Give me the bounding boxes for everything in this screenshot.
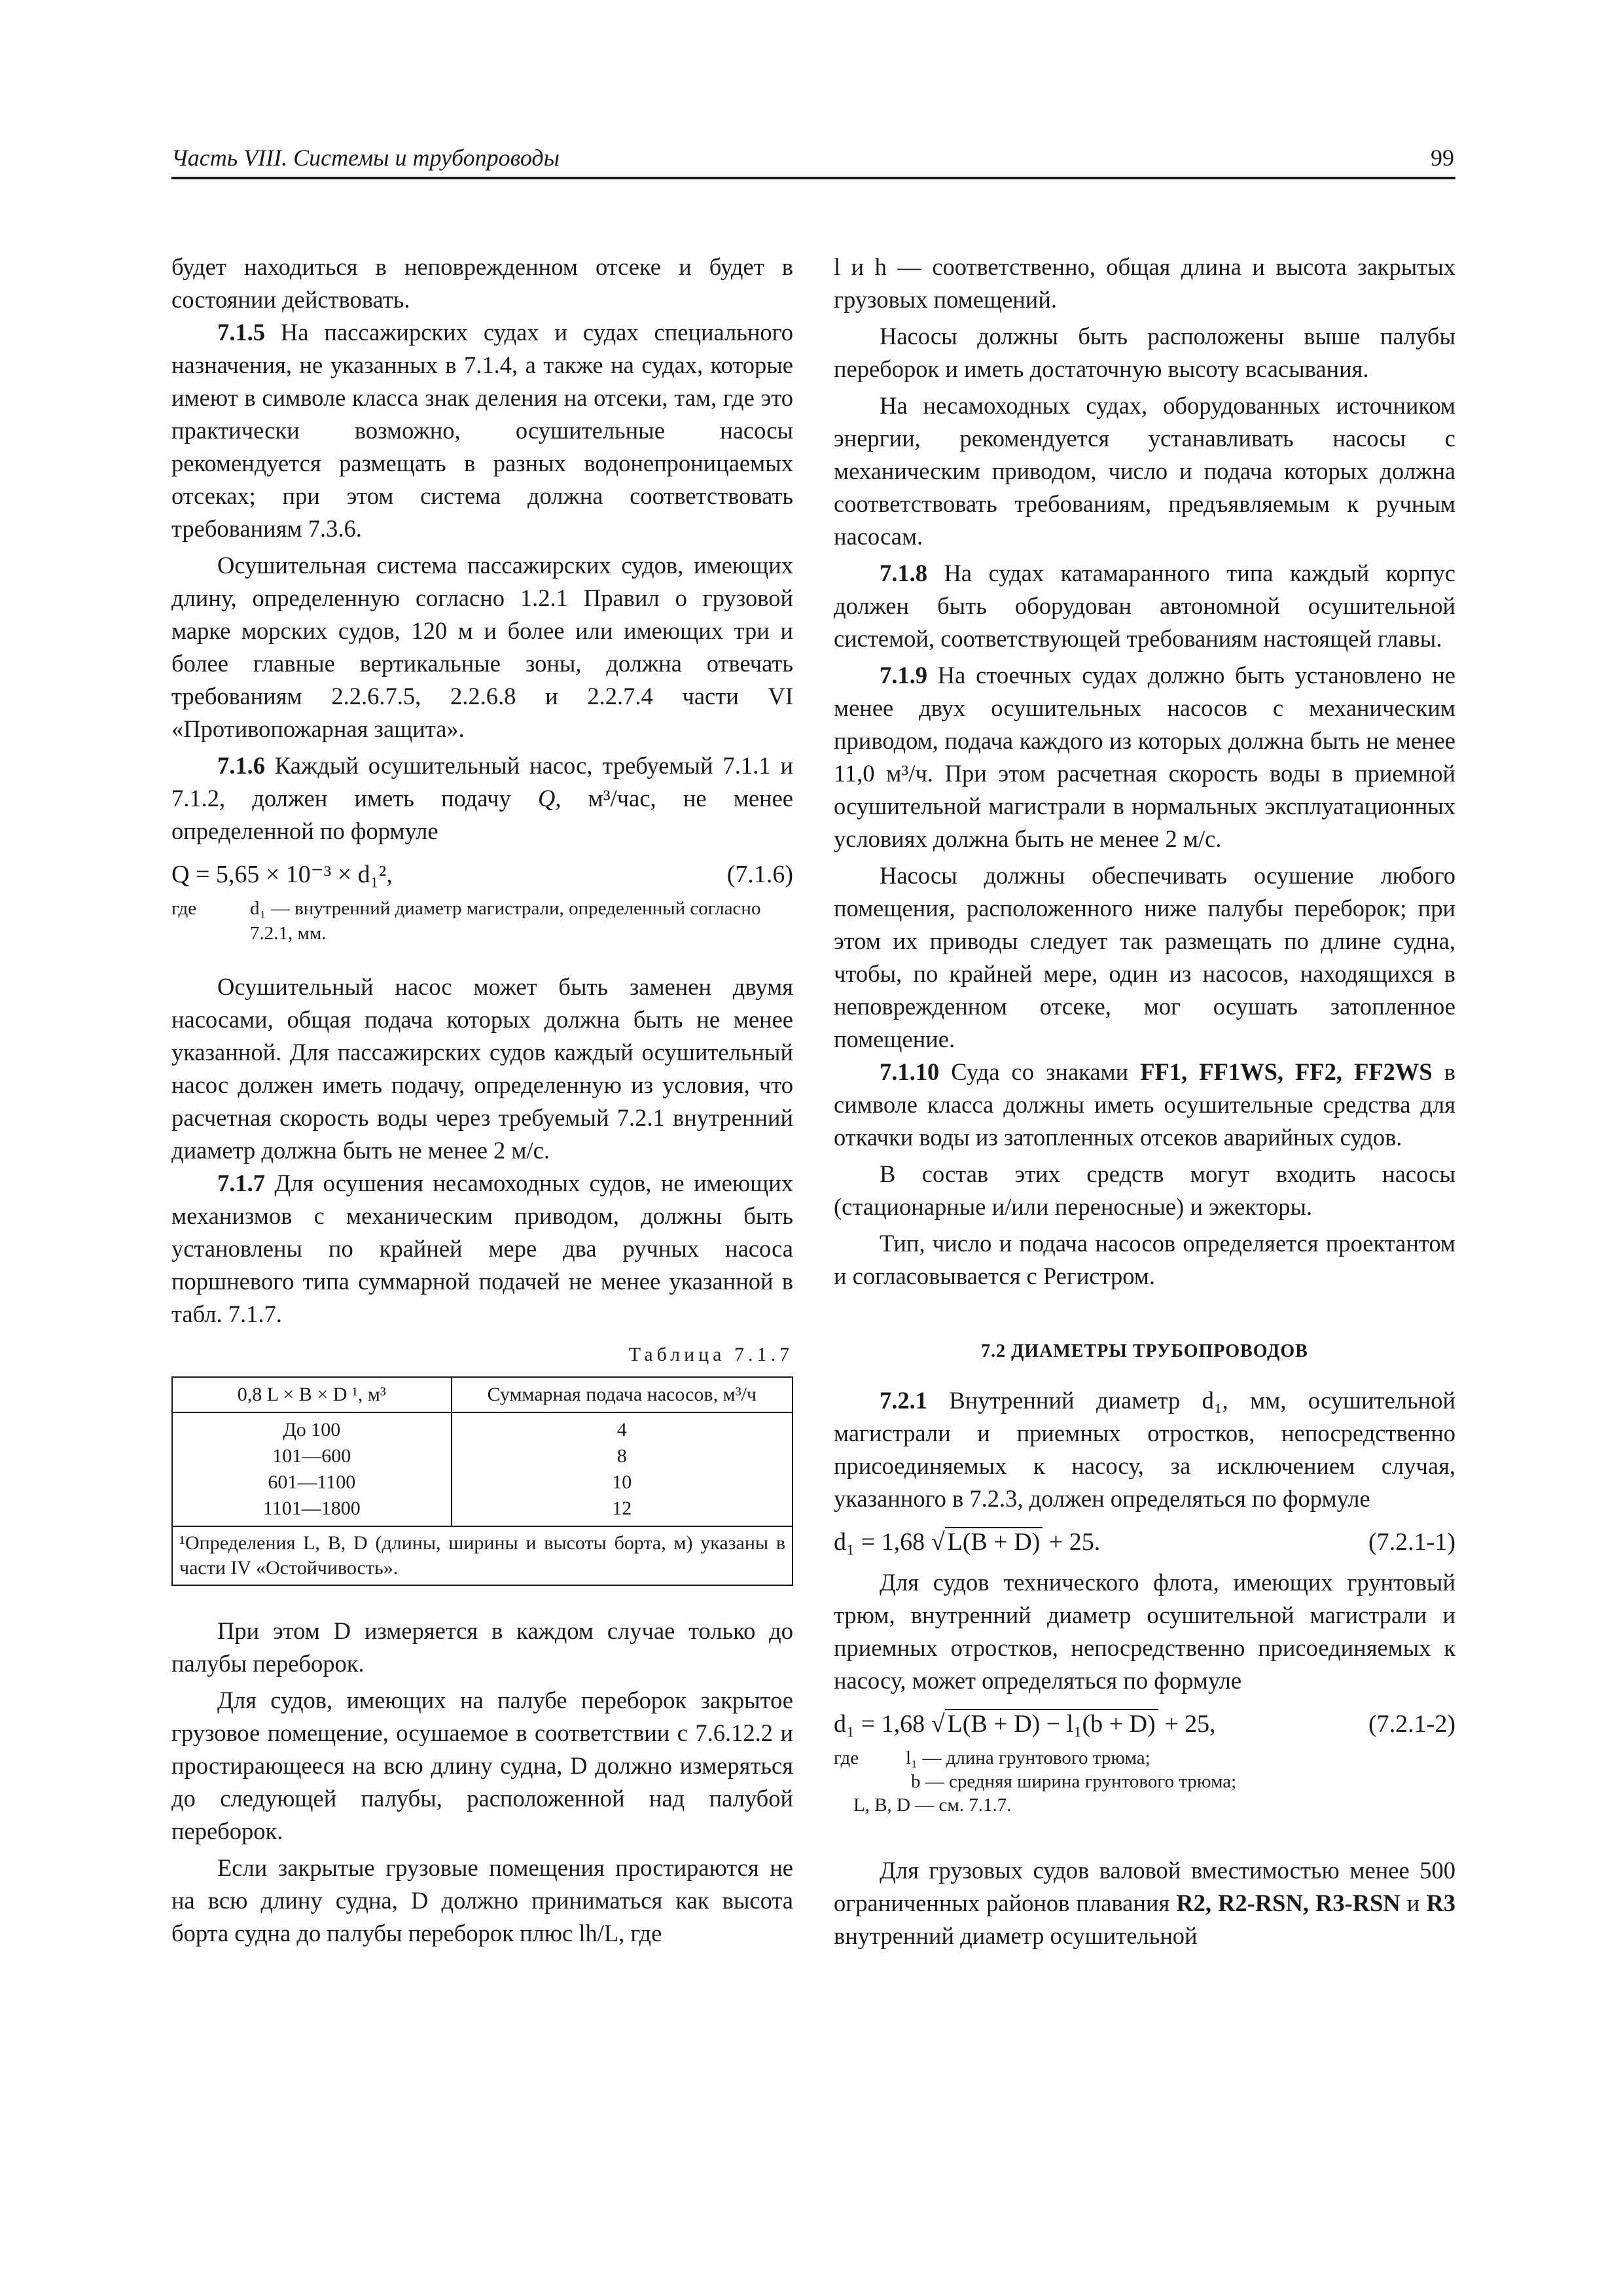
symbol-q: Q <box>537 785 556 812</box>
paragraph: Для судов технического флота, имеющих грунтовый трюм, внутренний диаметр осушительной магистрали и приемных отростков, непосредственно присоединяемых к насосу, может определяться по формуле <box>834 1569 1455 1694</box>
paragraph: будет находиться в неповрежденном отсеке и будет в состоянии действовать. <box>171 253 793 313</box>
formula-lhs: d₁ = 1,68 <box>834 1528 925 1556</box>
paragraph: Осушительный насос может быть заменен двумя насосами, общая подача которых должна быть не менее указанной. Для пассажирских судов каждый осушительный насос должен иметь подачу, определенную из условия, что расчетная скорость воды через требуемый 7.2.1 внутренний диаметр должна быть не менее 2 м/с. <box>171 973 793 1164</box>
formula-root: L(B + D) − l₁(b + D) <box>945 1709 1158 1738</box>
section-text: в символе класса должны иметь осушительные средства для откачки воды из затопленных отсеков аварийных судов. <box>834 1058 1456 1151</box>
section-number: 7.1.10 <box>880 1058 940 1085</box>
section-title: 7.2 ДИАМЕТРЫ ТРУБОПРОВОДОВ <box>981 1341 1308 1361</box>
paragraph-text: и <box>1400 1890 1427 1916</box>
section-number: 7.1.7 <box>217 1170 265 1196</box>
class-marks: R3 <box>1426 1890 1455 1916</box>
paragraph: l и h — соответственно, общая длина и высота закрытых грузовых помещений. <box>834 253 1455 313</box>
paragraph-text: Для грузовых судов валовой вместимостью менее 500 ограниченных районов плавания <box>834 1857 1455 1916</box>
section-text: Каждый осушительный насос, требуемый 7.1.1 и 7.1.2, должен иметь подачу <box>171 752 793 812</box>
table-header: 0,8 L × B × D ¹, м³ <box>172 1377 452 1412</box>
section-7-2-1 <box>834 1384 1455 1515</box>
where-definition: d₁ — внутренний диаметр магистрали, определенный согласно 7.2.1, мм. <box>250 898 761 944</box>
table-cell-value: 12 <box>612 1498 632 1519</box>
running-title: Часть VIII. Системы и трубопроводы <box>171 145 560 171</box>
where-word: где <box>171 898 197 919</box>
paragraph: Осушительная система пассажирских судов, имеющих длину, определенную согласно 1.2.1 Правил о грузовой марке морских судов, 120 м и более или имеющих три и более главные вертикальные зоны, должна отвечать требованиям 2.2.6.7.5, 2.2.6.8 и 2.2.7.4 части VI «Противопожарная защита». <box>171 552 793 742</box>
paragraph: Для судов, имеющих на палубе переборок закрытое грузовое помещение, осушаемое в соответствии с 7.6.12.2 и простирающееся на всю длину судна, D должно измеряться до следующей палубы, расположенной над палубой переборок. <box>171 1687 793 1844</box>
left-column <box>171 251 793 1950</box>
where-definition: l₁ — длина грунтового трюма; <box>906 1748 1150 1768</box>
table-cell-value: 1101—1800 <box>262 1498 361 1519</box>
section-text: Внутренний диаметр d₁, мм, осушительной магистрали и приемных отростков, непосредственно присоединяемых к насосу, за исключением случая, указанного в 7.2.3, должен определяться по формуле <box>834 1387 1455 1512</box>
formula-number: (7.2.1-2) <box>1368 1710 1455 1738</box>
class-marks: R2, R2-RSN, R3-RSN <box>1176 1890 1400 1916</box>
table-header: Суммарная подача насосов, м³/ч <box>452 1377 793 1412</box>
class-marks: FF1, FF1WS, FF2, FF2WS <box>1140 1058 1433 1085</box>
section-7-1-5 <box>171 316 793 545</box>
header-rule <box>171 177 1455 179</box>
section-number: 7.1.5 <box>217 319 265 346</box>
section-7-1-10 <box>834 1056 1455 1154</box>
paragraph: При этом D измеряется в каждом случае только до палубы переборок. <box>171 1617 793 1677</box>
section-7-1-7 <box>171 1167 793 1331</box>
paragraph: Насосы должны обеспечивать осушение любого помещения, расположенного ниже палубы переборок; при этом их приводы следует так размещать по длине судна, чтобы, по крайней мере, один из насосов, находящихся в неповрежденном отсеке, мог осушать затопленное помещение. <box>834 862 1455 1052</box>
table-cell-value: 601—1100 <box>268 1471 356 1493</box>
paragraph: На несамоходных судах, оборудованных источником энергии, рекомендуется устанавливать насосы с механическим приводом, число и подача которых должна соответствовать требованиям, предъявляемым к ручным насосам. <box>834 392 1455 550</box>
formula-lhs: d₁ = 1,68 <box>834 1710 925 1738</box>
page-number: 99 <box>1431 145 1454 171</box>
table-cell-value: 4 <box>616 1419 627 1441</box>
formula-number: (7.2.1-1) <box>1368 1528 1455 1556</box>
table-cell-value: До 100 <box>283 1419 341 1441</box>
table-cell-value: 101—600 <box>272 1445 351 1467</box>
table-footnote: ¹Определения L, B, D (длины, ширины и высоты борта, м) указаны в части IV «Остойчивость». <box>172 1526 793 1585</box>
formula-number: (7.1.6) <box>726 861 793 888</box>
where-block <box>171 896 793 946</box>
formula-rhs: + 25. <box>1048 1528 1101 1556</box>
page-header <box>171 143 1455 177</box>
section-number: 7.2.1 <box>880 1387 927 1414</box>
table-7-1-7 <box>171 1376 793 1586</box>
paragraph: В состав этих средств могут входить насосы (стационарные и/или переносные) и эжекторы. <box>834 1160 1455 1220</box>
section-7-1-8 <box>834 557 1455 655</box>
where-definition: L, B, D — см. 7.1.7. <box>853 1795 1012 1816</box>
formula-expression: d₁ = 1,68 √ L(B + D) + 25. <box>834 1528 1101 1556</box>
section-number: 7.1.9 <box>880 662 927 689</box>
formula-7-2-1-2 <box>834 1702 1455 1744</box>
formula-expression: d₁ = 1,68 √ L(B + D) − l₁(b + D) + 25, <box>834 1710 1216 1738</box>
paragraph: Насосы должны быть расположены выше палубы переборок и иметь достаточную высоту всасывания. <box>834 323 1455 382</box>
paragraph: Тип, число и подача насосов определяется проектантом и согласовывается с Регистром. <box>834 1230 1455 1289</box>
table-cell-value: 8 <box>616 1445 627 1467</box>
paragraph-text: внутренний диаметр осушительной <box>834 1922 1198 1949</box>
paragraph: Если закрытые грузовые помещения простираются не на всю длину судна, D должно приниматься как высота борта судна до палубы переборок плюс lh/L, где <box>171 1854 793 1946</box>
table-cell <box>452 1412 793 1526</box>
paragraph <box>834 1854 1455 1952</box>
table-footnote-row <box>172 1526 793 1585</box>
section-text: На судах катамаранного типа каждый корпус должен быть оборудован автономной осушительной системой, соответствующей требованиям настоящей главы. <box>834 560 1455 652</box>
where-word: где <box>834 1748 859 1768</box>
formula-7-2-1-1 <box>834 1520 1455 1562</box>
right-column <box>834 251 1455 1952</box>
section-number: 7.1.8 <box>880 560 927 586</box>
table-caption: Таблица 7.1.7 <box>628 1344 793 1365</box>
section-text: На пассажирских судах и судах специального назначения, не указанных в 7.1.4, а также на судах, которые имеют в символе класса знак деления на отсеки, там, где это практически возможно, осушительные насосы рекомендуется размещать в разных водонепроницаемых отсеках; при этом система должна соответствовать требованиям 7.3.6. <box>171 319 793 542</box>
table-cell-value: 10 <box>612 1471 632 1493</box>
section-7-1-9 <box>834 659 1455 855</box>
section-text: Суда со знаками <box>939 1058 1141 1085</box>
section-text: На стоечных судах должно быть установлено не менее двух осушительных насосов с механическим приводом, подача каждого из которых должна быть не менее 11,0 м³/ч. При этом расчетная скорость воды в приемной осушительной магистрали в нормальных эксплуатационных условиях должна быть не менее 2 м/с. <box>834 662 1455 852</box>
formula-7-1-6 <box>171 853 793 895</box>
table-body-row <box>172 1412 793 1526</box>
formula-rhs: + 25, <box>1164 1710 1216 1738</box>
section-text: Для осушения несамоходных судов, не имеющих механизмов с механическим приводом, должны быть установлены по крайней мере два ручных насоса поршневого типа суммарной подачей не менее указанной в табл. 7.1.7. <box>171 1170 793 1327</box>
section-number: 7.1.6 <box>217 752 265 779</box>
formula-root: L(B + D) <box>945 1527 1043 1556</box>
section-text: , м³/час, не менее определенной по формуле <box>171 785 794 844</box>
formula-expression: Q = 5,65 × 10⁻³ × d₁², <box>171 861 393 888</box>
where-definition: b — средняя ширина грунтового трюма; <box>911 1771 1237 1792</box>
section-7-1-6 <box>171 749 793 848</box>
where-block <box>834 1747 1455 1820</box>
table-cell <box>172 1412 452 1526</box>
table-header-row <box>172 1377 793 1412</box>
